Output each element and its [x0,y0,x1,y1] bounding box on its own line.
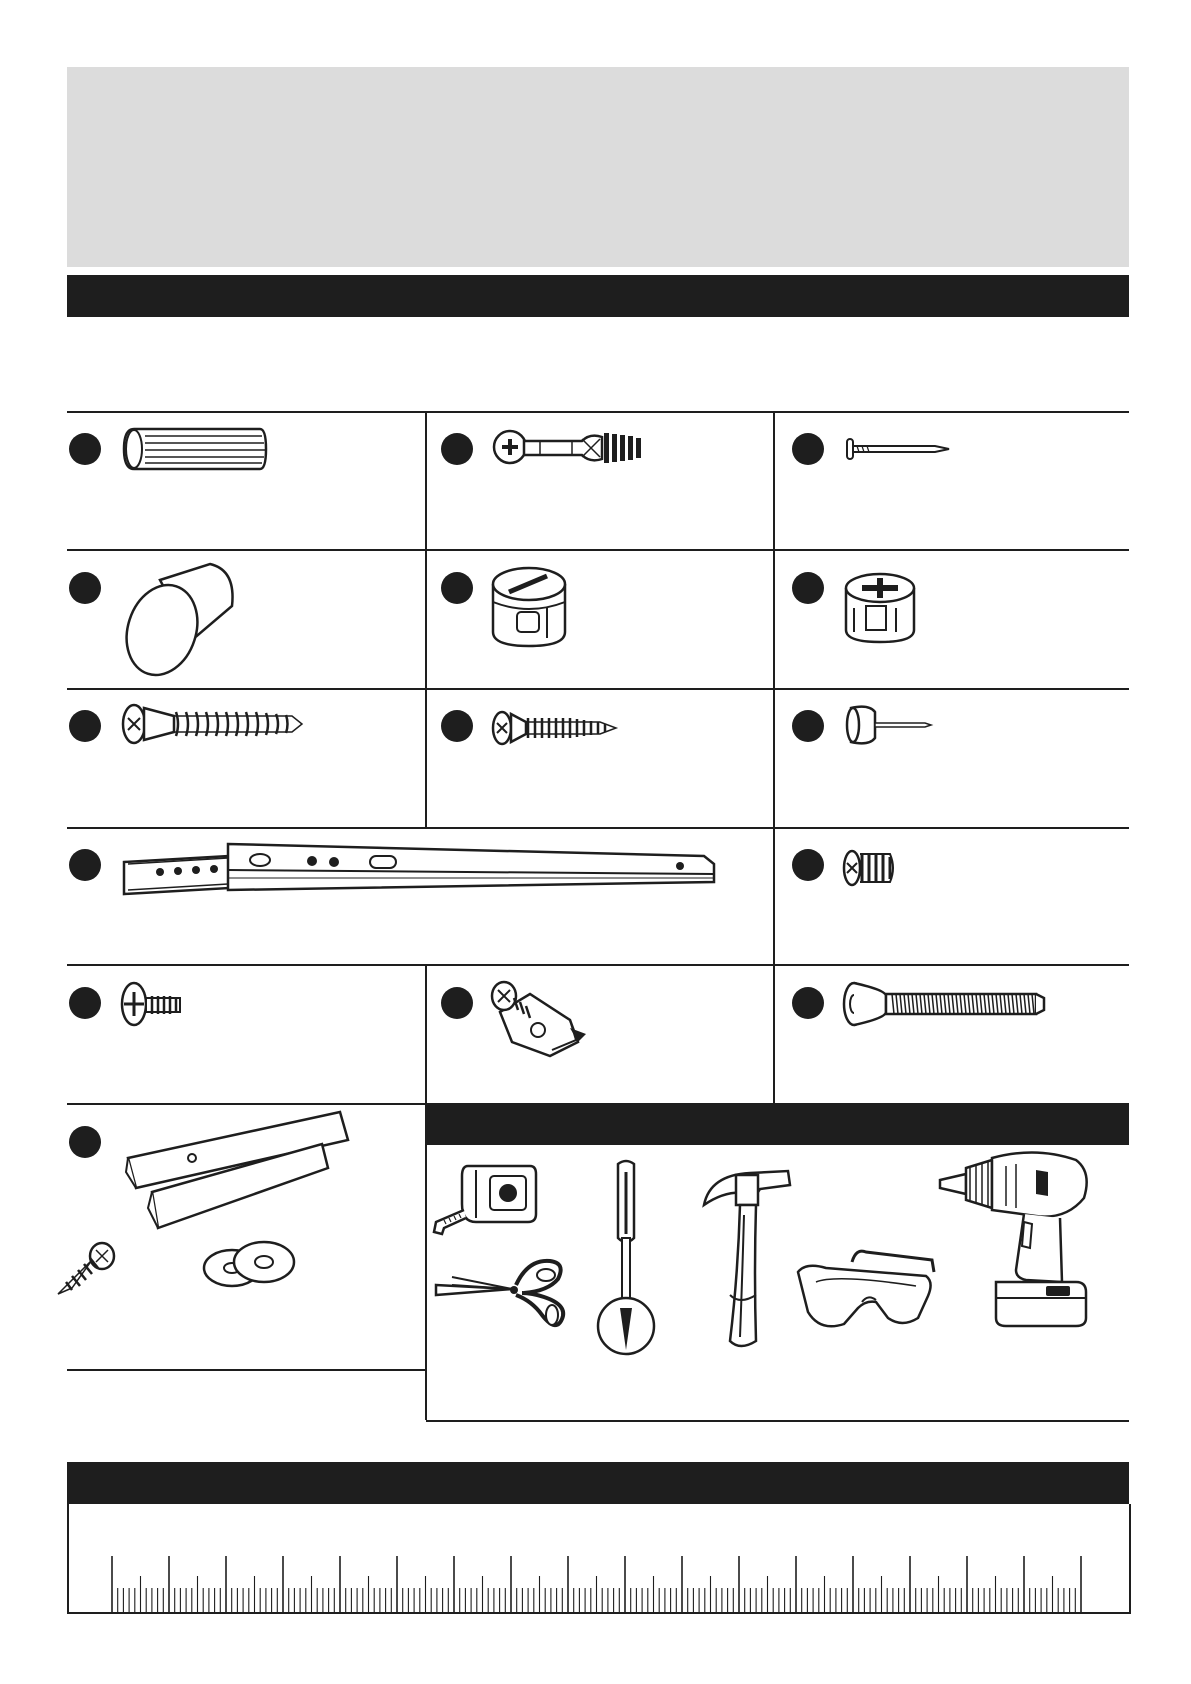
short-screw-icon [842,846,902,890]
corner-block-icon [490,980,590,1060]
item-badge [69,572,101,604]
tape-measure-icon [432,1158,542,1238]
wood-screw-icon [490,708,625,748]
item-badge [441,433,473,465]
item-badge [441,987,473,1019]
drawer-runner-icon [120,838,720,904]
safety-glasses-icon [796,1242,936,1332]
glide-pin-icon [845,702,935,748]
knob-icon [120,560,240,680]
item-badge [792,710,824,742]
item-badge [69,849,101,881]
grid-line [67,827,1129,829]
grid-line [67,411,1129,413]
wood-dowel-icon [120,425,270,475]
grid-line [426,1420,1129,1422]
cam-lock-nut-icon [840,568,920,648]
machine-screw-icon [120,980,200,1030]
cam-lock-icon [485,562,575,652]
fittings-section-bar [67,275,1129,317]
item-badge [792,433,824,465]
grid-line [67,688,1129,690]
scissors-icon [432,1255,572,1335]
grid-line [67,964,1129,966]
ruler-section-bar [67,1462,1129,1504]
nail-icon [845,437,955,463]
grid-line [425,411,427,827]
grid-line [773,411,775,1103]
cam-bolt-icon [490,425,660,475]
tools-section-bar [426,1103,1129,1145]
item-badge [792,572,824,604]
cordless-drill-icon [936,1150,1096,1330]
item-badge [69,987,101,1019]
item-badge [792,987,824,1019]
connector-bolt-icon [840,980,1050,1030]
claw-hammer-icon [700,1165,800,1355]
item-badge [792,849,824,881]
screwdriver-icon [592,1156,662,1356]
wall-fixing-kit-icon [52,1108,362,1308]
item-badge [69,433,101,465]
item-badge [441,710,473,742]
grid-line [67,549,1129,551]
grid-line [67,1369,425,1371]
measuring-ruler [112,1554,1087,1612]
header-panel [67,67,1129,267]
item-badge [441,572,473,604]
long-wood-screw-icon [120,700,310,750]
item-badge [69,710,101,742]
grid-line [425,964,427,1420]
